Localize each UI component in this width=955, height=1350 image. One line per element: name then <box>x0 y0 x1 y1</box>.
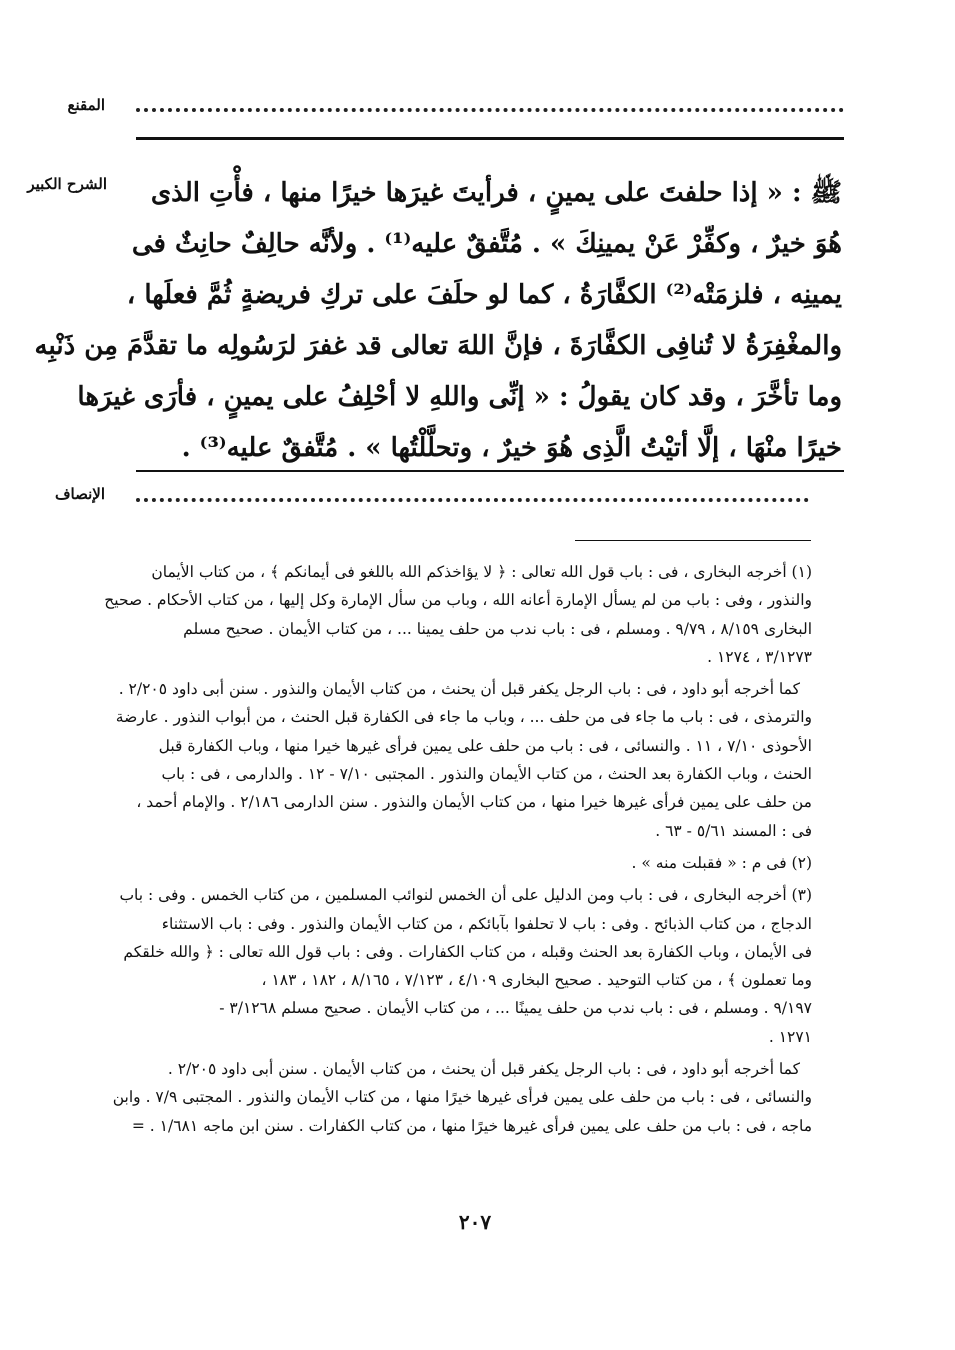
footnote-1-continuation <box>115 675 812 845</box>
footnote-3-continuation <box>112 1055 812 1140</box>
footnote-line: والترمذى ، فى : باب ما جاء فى من حلف ... ، وباب ما جاء فى الكفارة قبل الحنث ، من أبواب النذور . عارضة <box>115 708 812 727</box>
footnote-separator <box>575 540 811 541</box>
main-text-line: يمينِه ، فلزمَتْه⁽²⁾ الكفَّارَةُ ، كما لو حلَفَ على تركِ فريضةٍ ثُمَّ فعلَها ، <box>126 280 842 310</box>
insaf-label: الإنصاف <box>54 485 105 503</box>
footnote-line: فى : المسند ٥/٦١ - ٦٣ . <box>655 821 812 840</box>
footnote-line: فى الأيمان ، وباب الكفارة بعد الحنث وقبله ، من كتاب الكفارات . وفى : باب قول الله تعالى : ﴿ والله خلقكم <box>123 942 812 961</box>
main-text-line: ﷺ : « إذا حلفتَ على يمينٍ ، فرأيتَ غيرَها خيرًا منها ، فأْتِ الذى <box>150 178 842 208</box>
footnote-line: كما أخرجه أبو داود ، فى : باب الرجل يكفر قبل أن يحنث ، من كتاب الأيمان والنذور . سنن أبى داود ٢/٢٠٥ . <box>118 680 800 699</box>
footnote-line: ٩/١٩٧ . ومسلم ، فى : باب ندب من حلف يمينًا ... ، من كتاب الأيمان . صحيح مسلم ٣/١٢٦٨ - <box>219 999 812 1018</box>
footnote-line: ماجه ، فى : باب من حلف على يمين فرأى غيرها خيرًا منها ، من كتاب الكفارات . سنن ابن ماجه ١/٦٨١ . = <box>131 1116 812 1135</box>
insaf-dotted-line <box>136 498 809 502</box>
footnote-line: (٢) فى م : « فقبلت منه » . <box>631 853 812 872</box>
muqni-dotted-line <box>136 108 844 112</box>
main-text-line: هُوَ خيرٌ ، وكفِّرْ عَنْ يمينِكَ » . مُتَّفقٌ عليه⁽¹⁾ . ولأنَّه حالِفٌ حانِثٌ فى <box>131 229 842 259</box>
footnote-line: الدجاج ، من كتاب الذبائح . وفى : باب لا تحلفوا بآبائكم ، من كتاب الأيمان والنذور . وفى : باب الاستثناء <box>161 914 812 933</box>
footnote-3 <box>119 881 812 1051</box>
header-rule <box>136 137 844 140</box>
footnote-line: (٣) أخرجه البخارى ، فى : باب ومن الدليل على أن الخمس لنوائب المسلمين ، من كتاب الخمس . وفى : باب <box>119 886 812 905</box>
sharh-kabir-label: الشرح الكبير <box>27 175 107 193</box>
footnote-line: وما تعملون ﴾ ، من كتاب التوحيد . صحيح البخارى ٤/١٠٩ ، ٧/١٢٣ ، ٨/١٦٥ ، ١٨٢ ، ١٨٣ ، <box>261 971 812 990</box>
footnotes <box>104 558 812 1144</box>
footnote-line: (١) أخرجه البخارى ، فى : باب قول الله تعالى : ﴿ لا يؤاخذكم الله باللغو فى أيمانكم ﴾ ، من كتاب الأيمان <box>151 563 812 581</box>
footnote-line: من حلف على يمين فرأى غيرها خيرا منها ، من كتاب الأيمان والنذور . سنن الدارمى ٢/١٨٦ . والإمام أحمد ، <box>136 793 812 812</box>
footnote-line: والنسائى ، فى : باب من حلف على يمين فرأى غيرها خيرًا منها ، من كتاب الأيمان والنذور . المجتبى ٧/٩ . وابن <box>112 1088 812 1107</box>
footnote-line: ١٢٧١ . <box>768 1027 812 1046</box>
footnote-line: البخارى ٨/١٥٩ ، ٩/٧٩ . ومسلم ، فى : باب ندب من حلف يمينا ... ، من كتاب الأيمان . صحيح مسلم <box>183 619 812 638</box>
footnote-line: الأحوذى ٧/١٠ ، ١١ . والنسائى ، فى : باب من حلف على يمين فرأى غيرها خيرا منها ، وباب الكفارة قبل <box>158 736 812 755</box>
main-text-line: وما تأخَّرَ ، وقد كان يقولُ : « إنِّى واللهِ لا أحْلِفُ على يمينٍ ، فأرَى غيرَها <box>77 382 842 412</box>
footnote-line: ٣/١٢٧٣ ، ١٢٧٤ . <box>707 647 812 666</box>
main-text-line: خيرًا منْهَا ، إلَّا أتيْتُ الَّذِى هُوَ خيرٌ ، وتحلَّلْتُها » . مُتَّفقٌ عليه⁽³⁾ . <box>181 433 842 463</box>
main-text-line: والمغْفِرَةُ لا تُنافِى الكفَّارَةَ ، فإنَّ اللهَ تعالى قد غفرَ لرَسُولِه ما تقدَّمَ مِن ذَنْبِه <box>34 331 842 361</box>
footnote-line: الحنث ، وباب الكفارة بعد الحنث ، من كتاب الأيمان والنذور . المجتبى ٧/١٠ - ١٢ . والدارمى ، فى : باب <box>161 765 812 784</box>
footnote-2 <box>132 849 812 877</box>
muqni-label: المقنع <box>67 96 105 114</box>
footnote-line: والنذور ، وفى : باب من لم يسأل الإمارة أعانه الله ، وباب من سأل الإمارة وكل إليها ، من كتاب الأحكام . صحيح <box>104 591 812 610</box>
page-number: ٢٠٧ <box>458 1210 492 1234</box>
footnote-1 <box>104 558 812 671</box>
footnote-line: كما أخرجه أبو داود ، فى : باب الرجل يكفر قبل أن يحنث ، من كتاب الأيمان . سنن أبى داود ٢/٢٠٥ . <box>167 1060 800 1079</box>
